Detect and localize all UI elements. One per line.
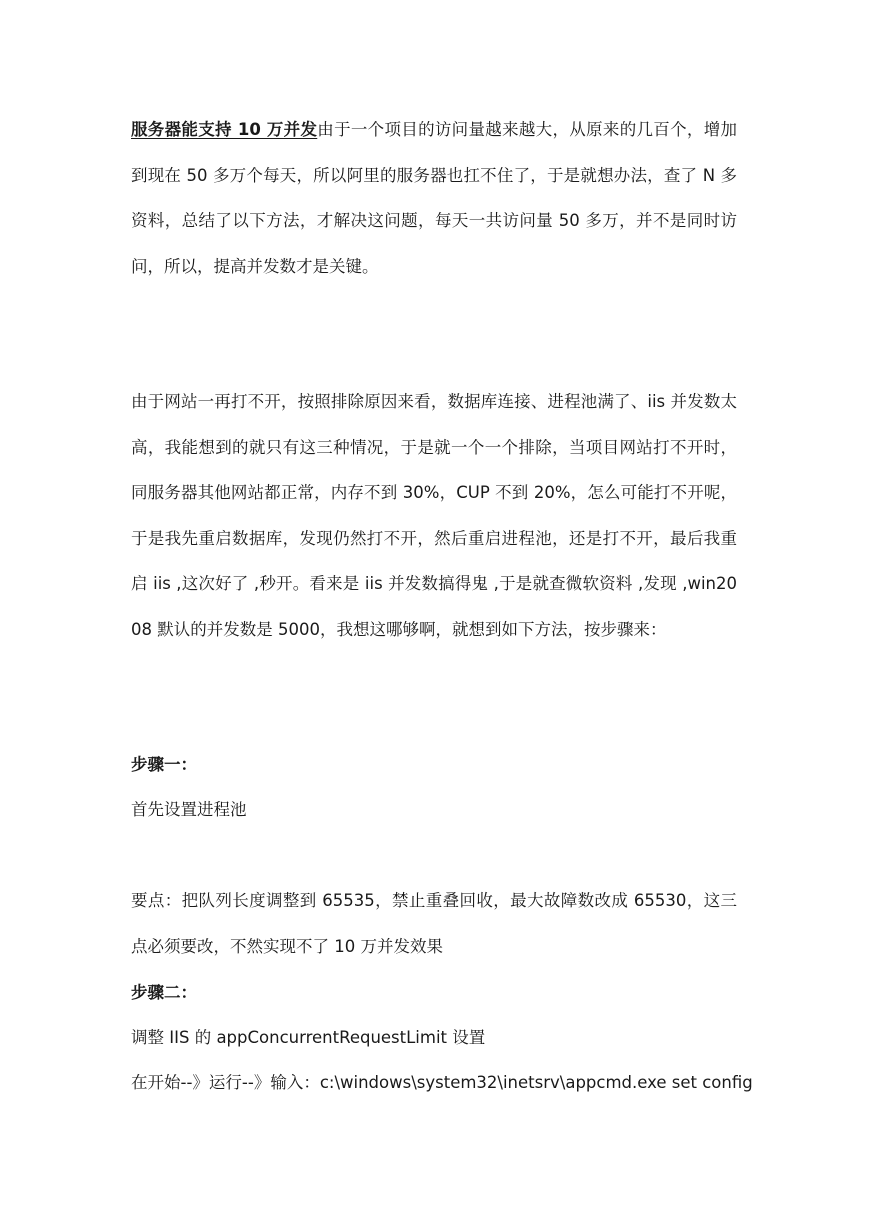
- step1-text: 首先设置进程池: [131, 800, 247, 819]
- story-paragraph: 由于网站一再打不开，按照排除原因来看，数据库连接、进程池满了、iis 并发数太高，我能想到的就只有这三种情况，于是就一个一个排除，当项目网站打不开时，同服务器其他网站都正常，内存不到 30%，CUP 不到 20%，怎么可能打不开呢，于是我先重启数据库，发现仍然打不开，然后重启进程池，还是打不开，最后我重启 iis ,这次好了 ,秒开。看来是 iis 并发数搞得鬼 ,于是就查微软资料 ,发现 ,win2008 默认的并发数是 5000，我想这哪够啊，就想到如下方法，按步骤来：: [131, 392, 737, 639]
- step2-heading: 步骤二：: [131, 983, 197, 1002]
- step1-heading: 步骤一：: [131, 755, 197, 774]
- lead-title: 服务器能支持 10 万并发: [131, 120, 318, 139]
- intro-text: 由于一个项目的访问量越来越大，从原来的几百个，增加到现在 50 多万个每天，所以阿里的服务器也扛不住了，于是就想办法，查了 N 多资料，总结了以下方法，才解决这问题，每天一共访问量 50 多万，并不是同时访问，所以，提高并发数才是关键。: [131, 120, 737, 276]
- step1-key-points: 要点：把队列长度调整到 65535，禁止重叠回收，最大故障数改成 65530，这三点必须要改，不然实现不了 10 万并发效果: [131, 891, 737, 956]
- step2-line-2: 在开始--》运行--》输入：c:\windows\system32\inetsrv\appcmd.exe set config: [131, 1073, 753, 1092]
- step2-line-1: 调整 IIS 的 appConcurrentRequestLimit 设置: [131, 1028, 486, 1047]
- intro-paragraph: [131, 107, 737, 289]
